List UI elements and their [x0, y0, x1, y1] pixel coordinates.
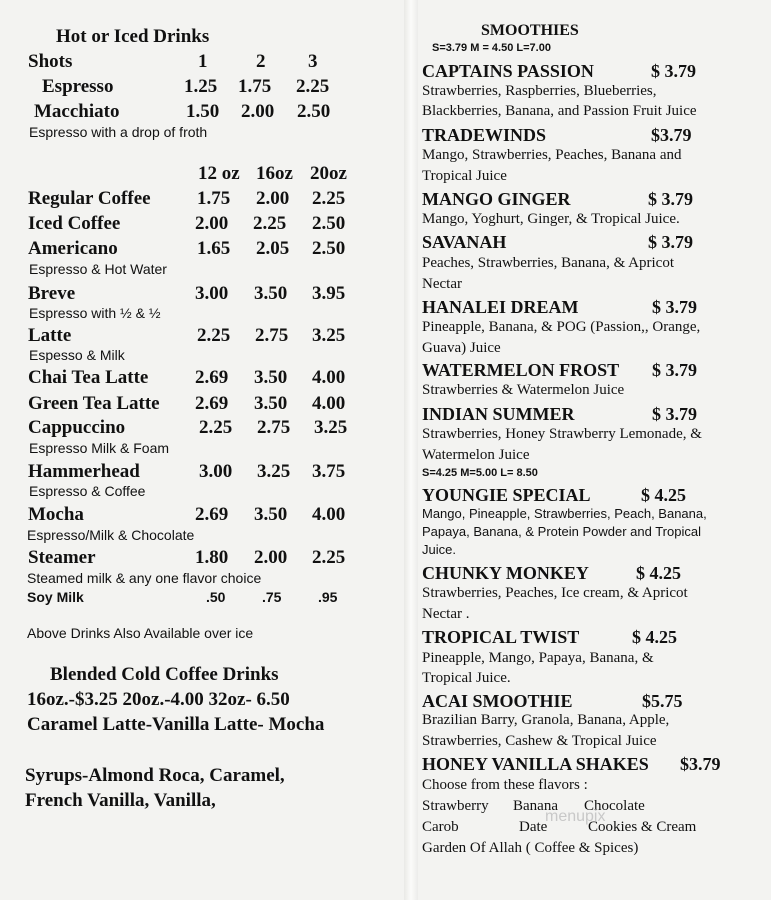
smoothie-ingredients: Watermelon Juice	[422, 447, 530, 463]
item-description: Espresso with ½ & ½	[29, 305, 161, 321]
item-price: 2.25	[199, 417, 233, 438]
item-name: Iced Coffee	[28, 213, 121, 234]
syrups-line: French Vanilla, Vanilla,	[25, 790, 216, 811]
item-name: Breve	[28, 283, 76, 304]
smoothie-price: $ 4.25	[632, 627, 677, 647]
smoothie-ingredients: Choose from these flavors :	[422, 777, 588, 793]
size-header: 1	[198, 51, 208, 72]
smoothie-price: $ 3.79	[652, 360, 697, 380]
flavor-option: Date	[519, 819, 548, 835]
item-price: .95	[318, 589, 338, 605]
item-description: Espresso/Milk & Chocolate	[27, 527, 195, 543]
smoothie-name: HONEY VANILLA SHAKES	[422, 754, 649, 774]
smoothie-ingredients: Tropical Juice	[422, 168, 507, 184]
smoothie-name: HANALEI DREAM	[422, 297, 579, 317]
item-price: 3.50	[254, 283, 288, 304]
item-price: .75	[262, 589, 282, 605]
smoothie-price: $5.75	[642, 691, 683, 711]
item-price: 3.95	[312, 283, 346, 304]
smoothie-ingredients: Pineapple, Mango, Papaya, Banana, &	[422, 650, 654, 666]
item-name: Latte	[28, 325, 72, 346]
item-price: 2.05	[256, 238, 290, 259]
item-price: 3.50	[254, 367, 288, 388]
smoothie-price: $ 3.79	[652, 404, 697, 424]
smoothie-price: $ 3.79	[651, 61, 696, 81]
flavor-option: Chocolate	[584, 798, 645, 814]
item-price: 2.50	[312, 238, 346, 259]
smoothie-ingredients: Pineapple, Banana, & POG (Passion,, Orange,	[422, 319, 701, 335]
smoothie-price: $ 4.25	[636, 563, 681, 583]
smoothie-ingredients: Guava) Juice	[422, 340, 501, 356]
item-price: 2.69	[195, 393, 229, 414]
flavor-option: Carob	[422, 819, 459, 835]
item-price: 1.65	[197, 238, 231, 259]
item-name: Cappuccino	[28, 417, 126, 438]
cup-size-header: 12 oz	[198, 163, 240, 184]
smoothie-ingredients: Nectar .	[422, 606, 470, 622]
smoothie-ingredients: Nectar	[422, 276, 462, 292]
page-fold	[404, 0, 418, 900]
smoothie-ingredients: Brazilian Barry, Granola, Banana, Apple,	[422, 712, 670, 728]
smoothie-size-prices: S=3.79 M = 4.50 L=7.00	[432, 42, 551, 54]
item-price: 3.75	[312, 461, 346, 482]
smoothie-name: MANGO GINGER	[422, 189, 571, 209]
smoothie-ingredients: Mango, Pineapple, Strawberries, Peach, Banana,	[422, 506, 707, 521]
smoothie-name: INDIAN SUMMER	[422, 404, 575, 424]
smoothie-price: $ 3.79	[648, 232, 693, 252]
item-price: 4.00	[312, 393, 346, 414]
cup-size-header: 16oz	[256, 163, 293, 184]
flavor-option: Cookies & Cream	[588, 819, 697, 835]
item-price: 2.00	[256, 188, 290, 209]
item-name: Hammerhead	[28, 461, 140, 482]
size-header: 3	[308, 51, 318, 72]
shots-label: Shots	[28, 51, 73, 72]
item-price: 3.00	[195, 283, 229, 304]
item-price: 3.00	[199, 461, 233, 482]
smoothie-name: SAVANAH	[422, 232, 507, 252]
item-price: 1.80	[195, 547, 229, 568]
smoothie-price: $ 3.79	[652, 297, 697, 317]
smoothie-ingredients: Mango, Strawberries, Peaches, Banana and	[422, 147, 682, 163]
smoothie-ingredients: Peaches, Strawberries, Banana, & Apricot	[422, 255, 675, 271]
smoothie-name: YOUNGIE SPECIAL	[422, 485, 591, 505]
item-description: Espresso & Coffee	[29, 483, 146, 499]
item-price: 2.25	[197, 325, 231, 346]
item-price: 1.75	[197, 188, 231, 209]
item-name: Americano	[28, 238, 118, 259]
smoothie-name: CAPTAINS PASSION	[422, 61, 594, 81]
watermark: menupix	[545, 808, 606, 825]
item-name: Regular Coffee	[28, 188, 151, 209]
smoothie-ingredients: Juice.	[422, 542, 456, 557]
item-price: 2.25	[312, 547, 346, 568]
item-price: 4.00	[312, 367, 346, 388]
smoothie-price: $3.79	[651, 125, 692, 145]
smoothie-ingredients: Strawberries, Peaches, Ice cream, & Apricot	[422, 585, 688, 601]
smoothie-ingredients: Tropical Juice.	[422, 670, 511, 686]
cup-size-header: 20oz	[310, 163, 347, 184]
flavor-option: Garden Of Allah ( Coffee & Spices)	[422, 840, 639, 856]
item-name: Mocha	[28, 504, 84, 525]
item-name: Steamer	[28, 547, 96, 568]
smoothies-heading: SMOOTHIES	[481, 22, 579, 39]
smoothie-ingredients: Blackberries, Banana, and Passion Fruit Juice	[422, 103, 697, 119]
over-ice-note: Above Drinks Also Available over ice	[27, 625, 254, 641]
smoothie-ingredients: Mango, Yoghurt, Ginger, & Tropical Juice.	[422, 211, 680, 227]
item-name: Green Tea Latte	[28, 393, 160, 414]
item-price: 2.00	[241, 101, 275, 122]
item-description: Steamed milk & any one flavor choice	[27, 570, 262, 586]
item-name: Macchiato	[34, 101, 120, 122]
syrups-line: Syrups-Almond Roca, Caramel,	[25, 765, 285, 786]
smoothie-name: CHUNKY MONKEY	[422, 563, 589, 583]
item-description: Espresso with a drop of froth	[29, 124, 208, 140]
item-price: 2.69	[195, 367, 229, 388]
item-price: 2.75	[257, 417, 291, 438]
smoothie-ingredients: Strawberries, Honey Strawberry Lemonade, &	[422, 426, 702, 442]
item-description: Espresso & Hot Water	[29, 261, 167, 277]
blended-flavors: Caramel Latte-Vanilla Latte- Mocha	[27, 714, 325, 735]
item-price: 2.69	[195, 504, 229, 525]
item-price: 3.25	[314, 417, 348, 438]
item-price: 2.25	[312, 188, 346, 209]
item-name: Soy Milk	[27, 589, 84, 605]
item-name: Chai Tea Latte	[28, 367, 149, 388]
item-price: 1.50	[186, 101, 220, 122]
item-price: 2.00	[254, 547, 288, 568]
item-price: 4.00	[312, 504, 346, 525]
item-description: Espesso & Milk	[29, 347, 125, 363]
item-price: .50	[206, 589, 226, 605]
smoothie-name: WATERMELON FROST	[422, 360, 620, 380]
smoothie-ingredients: Strawberries & Watermelon Juice	[422, 382, 625, 398]
smoothie-name: TROPICAL TWIST	[422, 627, 580, 647]
smoothie-ingredients: Strawberries, Cashew & Tropical Juice	[422, 733, 657, 749]
smoothie-price: $3.79	[680, 754, 721, 774]
item-price: 3.50	[254, 504, 288, 525]
blended-heading: Blended Cold Coffee Drinks	[50, 664, 279, 685]
item-description: Espresso Milk & Foam	[29, 440, 170, 456]
item-price: 1.25	[184, 76, 218, 97]
item-price: 2.50	[297, 101, 331, 122]
smoothie-price: $ 4.25	[641, 485, 686, 505]
item-price: 2.25	[296, 76, 330, 97]
size-header: 2	[256, 51, 266, 72]
blended-prices: 16oz.-$3.25 20oz.-4.00 32oz- 6.50	[27, 689, 290, 710]
smoothie-name: TRADEWINDS	[422, 125, 547, 145]
smoothie-ingredients: Papaya, Banana, & Protein Powder and Tropical	[422, 524, 701, 539]
smoothie-price: $ 3.79	[648, 189, 693, 209]
smoothie-size-prices: S=4.25 M=5.00 L= 8.50	[422, 467, 538, 479]
item-name: Espresso	[42, 76, 114, 97]
item-price: 3.25	[257, 461, 291, 482]
item-price: 2.25	[253, 213, 287, 234]
flavor-option: Strawberry	[422, 798, 489, 814]
item-price: 2.50	[312, 213, 346, 234]
item-price: 3.25	[312, 325, 346, 346]
item-price: 2.00	[195, 213, 229, 234]
item-price: 2.75	[255, 325, 289, 346]
flavor-option: Banana	[513, 798, 558, 814]
section-heading: Hot or Iced Drinks	[56, 26, 210, 47]
item-price: 3.50	[254, 393, 288, 414]
smoothie-ingredients: Strawberries, Raspberries, Blueberries,	[422, 83, 657, 99]
item-price: 1.75	[238, 76, 272, 97]
smoothie-name: ACAI SMOOTHIE	[422, 691, 573, 711]
